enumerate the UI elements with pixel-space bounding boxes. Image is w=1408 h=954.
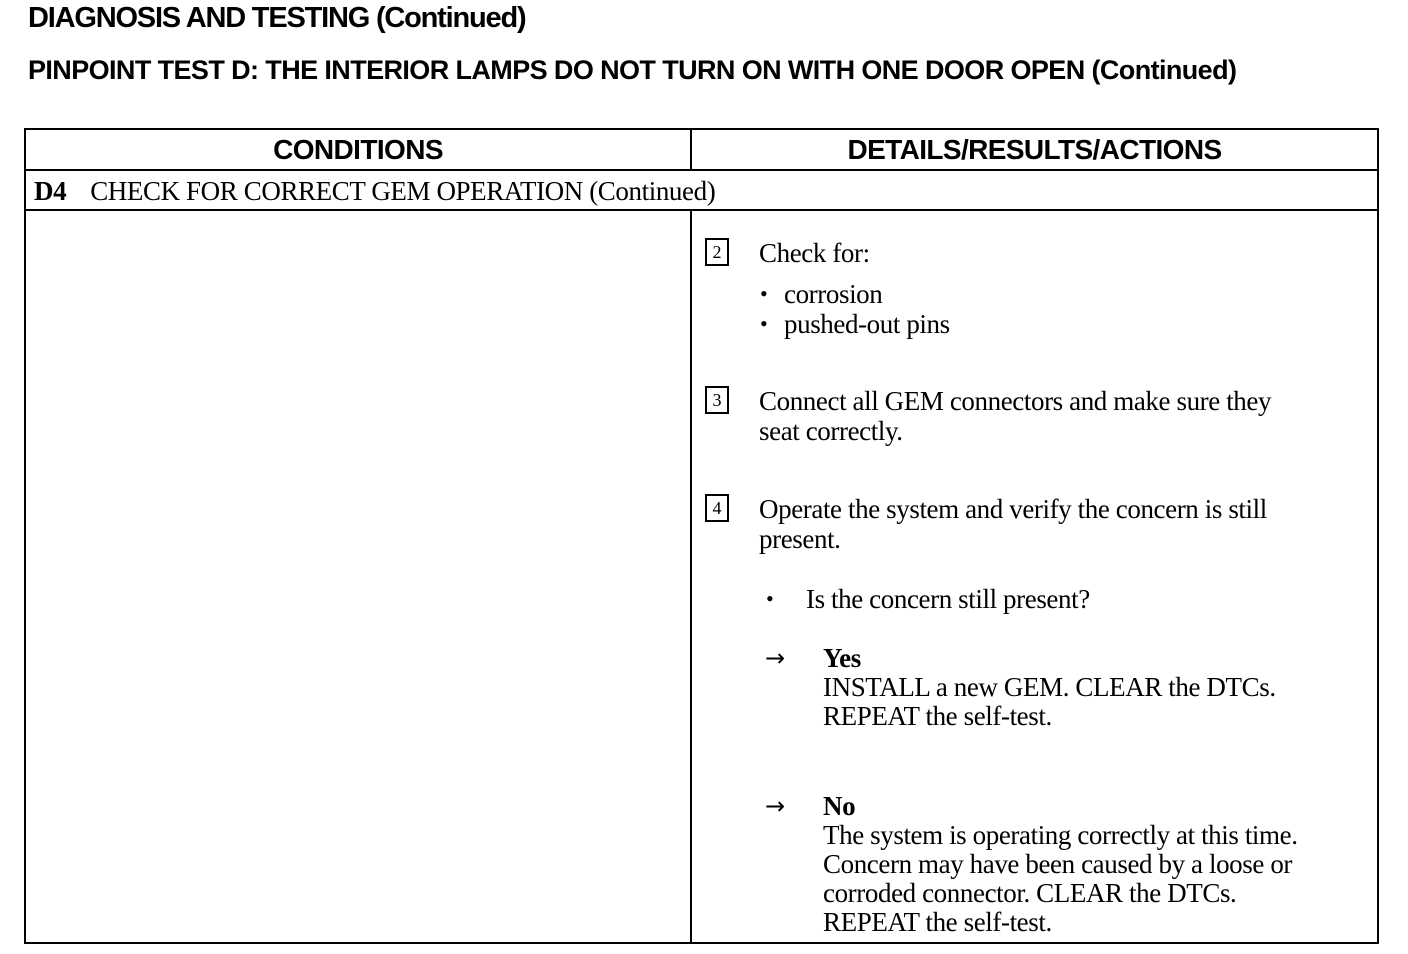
pinpoint-test-title: PINPOINT TEST D: THE INTERIOR LAMPS DO NOT TURN ON WITH ONE DOOR OPEN (Continued) xyxy=(28,55,1237,85)
arrow-right-icon: → xyxy=(765,792,786,820)
no-action-line4: REPEAT the self-test. xyxy=(823,907,1052,937)
step-row-divider xyxy=(26,209,1377,211)
header-row-divider xyxy=(26,169,1377,171)
details-column-header: DETAILS/RESULTS/ACTIONS xyxy=(847,134,1222,165)
yes-action-line1: INSTALL a new GEM. CLEAR the DTCs. xyxy=(823,672,1276,702)
bullet-icon: • xyxy=(760,311,768,336)
connect-text-line2: seat correctly. xyxy=(759,416,903,446)
step-header xyxy=(34,173,715,209)
bullet-pushed-out-pins: pushed-out pins xyxy=(784,309,950,339)
step-number-box-4: 4 xyxy=(705,494,729,522)
conditions-column-header: CONDITIONS xyxy=(273,134,443,165)
no-action-line1: The system is operating correctly at this time. xyxy=(823,820,1298,850)
yes-label: Yes xyxy=(823,643,861,673)
step-number-box-3: 3 xyxy=(705,386,729,414)
page-title: DIAGNOSIS AND TESTING (Continued) xyxy=(28,2,526,34)
step-number-box-2: 2 xyxy=(705,238,729,266)
bullet-icon: • xyxy=(766,586,774,611)
no-label: No xyxy=(823,791,856,821)
connect-text-line1: Connect all GEM connectors and make sure they xyxy=(759,386,1272,416)
bullet-corrosion: corrosion xyxy=(784,279,883,309)
question-text: Is the concern still present? xyxy=(806,584,1090,614)
no-action-line3: corroded connector. CLEAR the DTCs. xyxy=(823,878,1237,908)
operate-text-line1: Operate the system and verify the concern is still xyxy=(759,494,1267,524)
bullet-icon: • xyxy=(760,281,768,306)
yes-action-line2: REPEAT the self-test. xyxy=(823,701,1052,731)
step-title: CHECK FOR CORRECT GEM OPERATION (Continued) xyxy=(90,176,716,206)
operate-text-line2: present. xyxy=(759,524,841,554)
check-for-text: Check for: xyxy=(759,238,870,268)
step-id: D4 xyxy=(34,176,67,206)
arrow-right-icon: → xyxy=(765,644,786,672)
no-action-line2: Concern may have been caused by a loose or xyxy=(823,849,1293,879)
column-divider xyxy=(690,130,692,942)
